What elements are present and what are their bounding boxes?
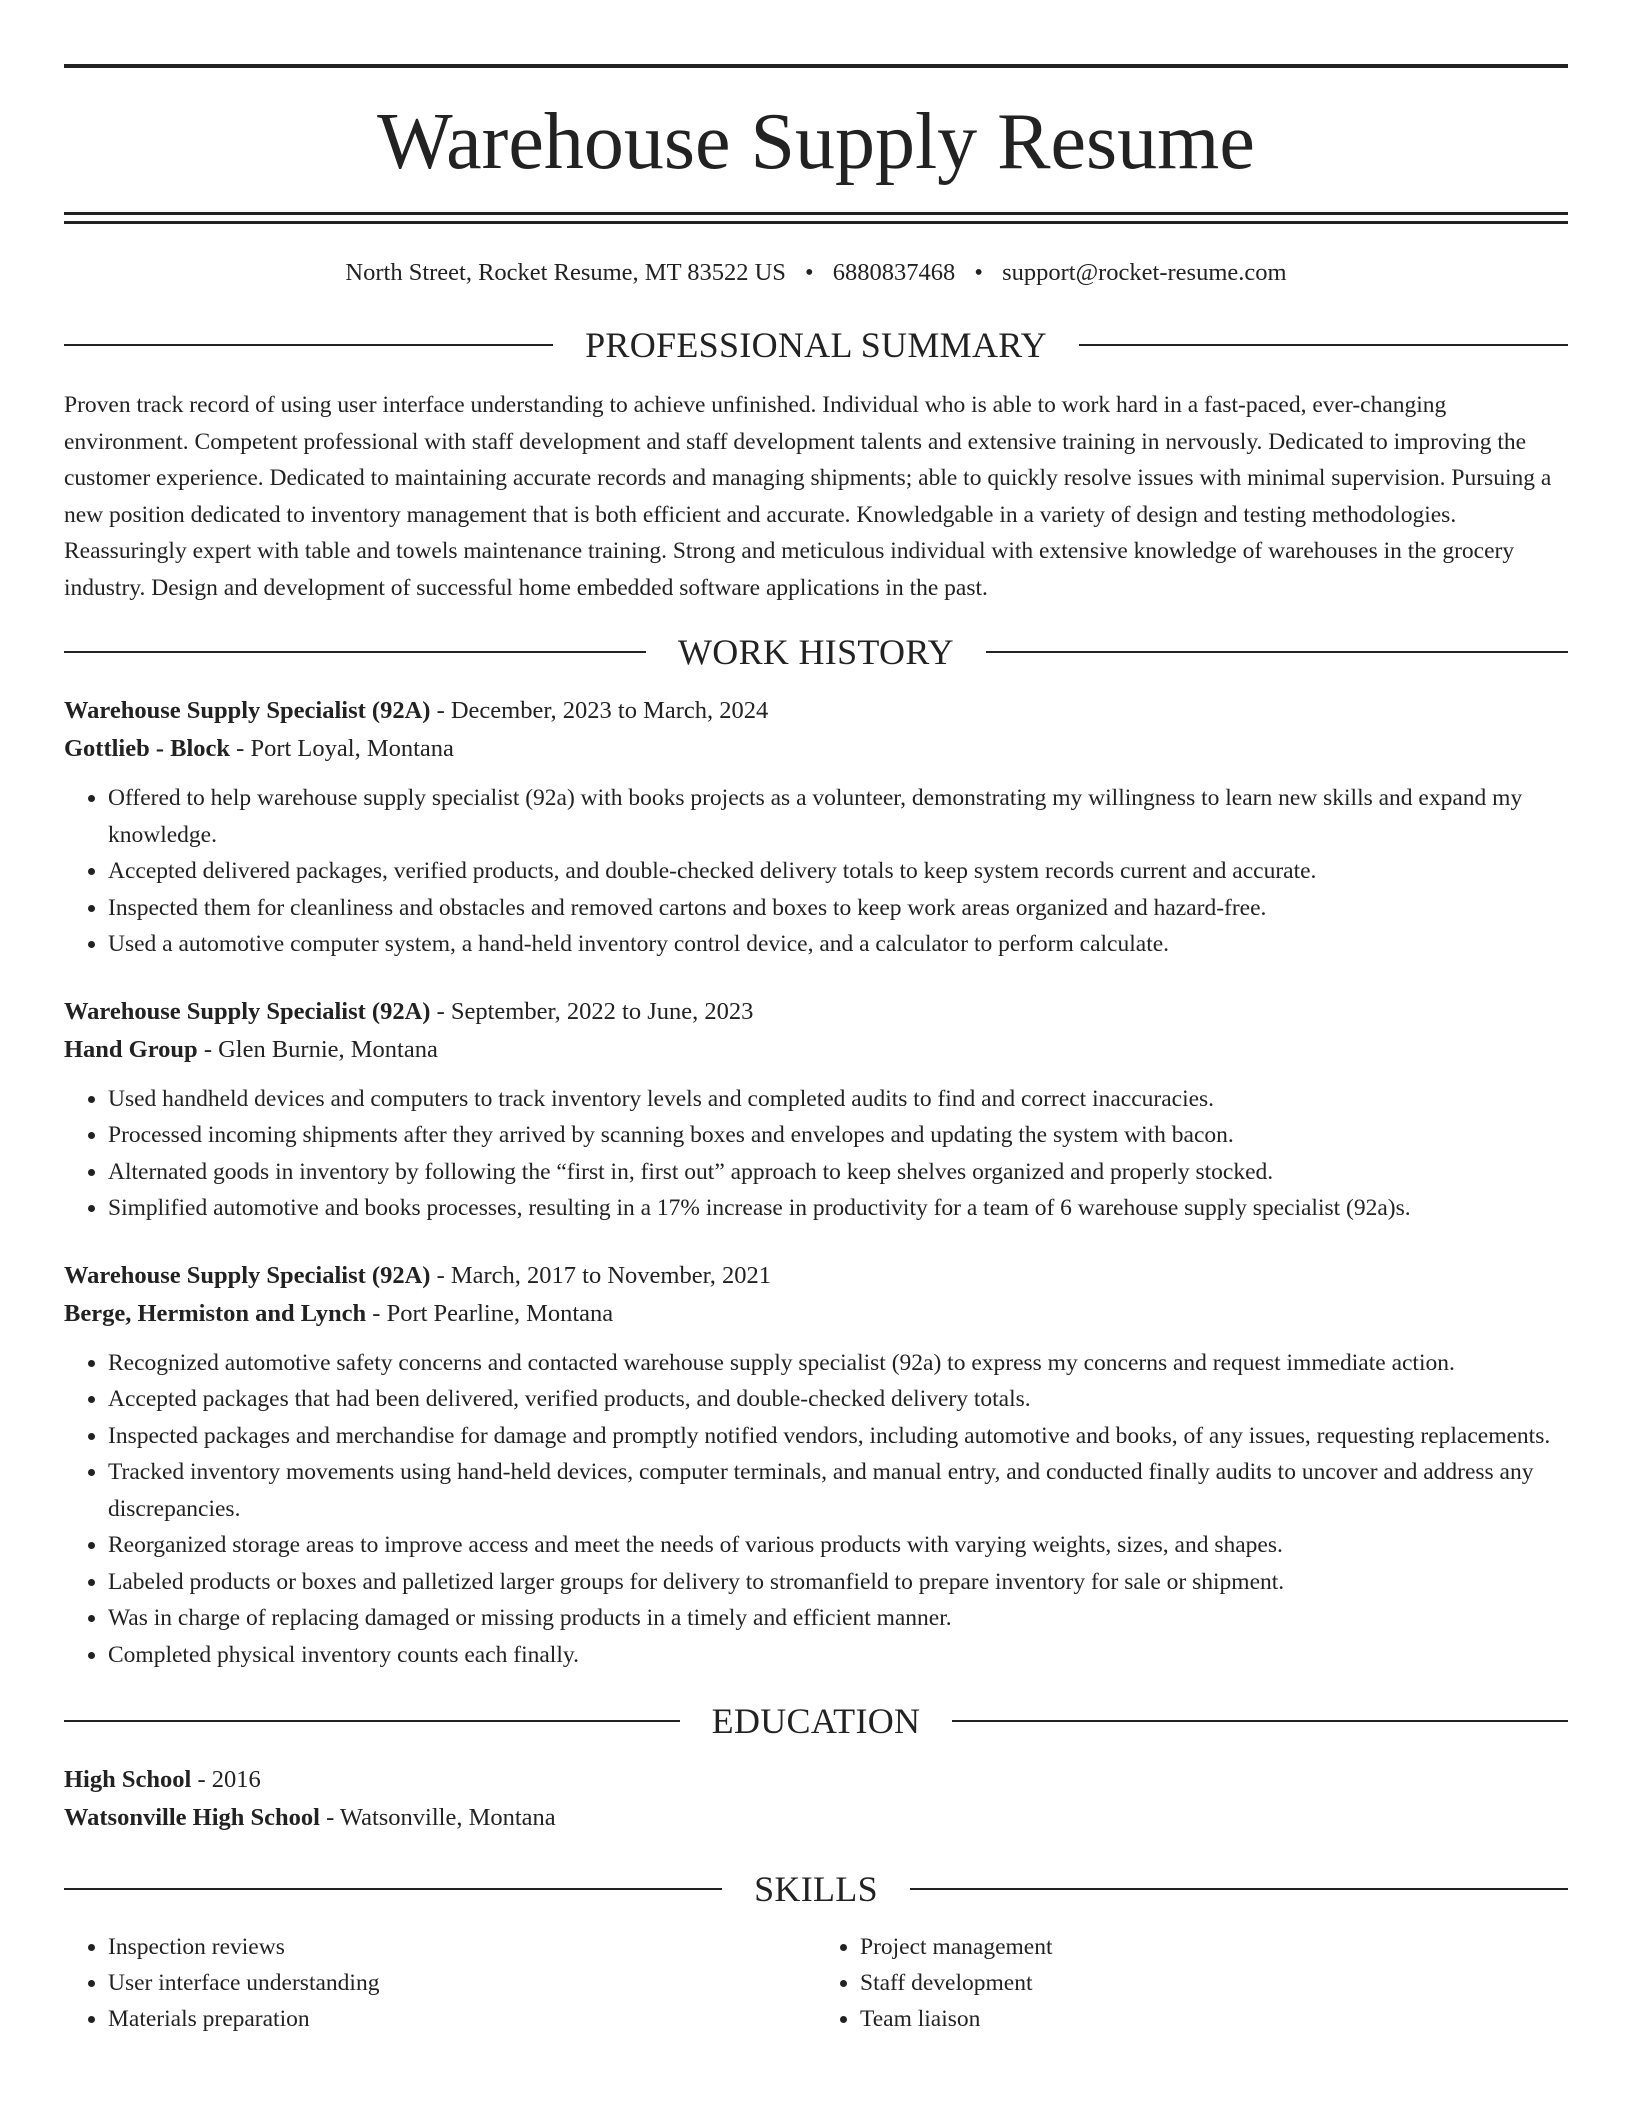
list-item: • Inspected packages and merchandise for damage and promptly notified vendors, including automotive and books, of any issues, requesting replacements. bbox=[108, 1418, 1568, 1455]
education-school: Watsonville High School bbox=[64, 1804, 320, 1832]
contact-address: North Street, Rocket Resume, MT 83522 US bbox=[345, 259, 786, 286]
list-item: • Tracked inventory movements using hand-held devices, computer terminals, and manual entry, and conducted finally audits to uncover and address any discrepancies. bbox=[108, 1454, 1568, 1527]
list-item: • Processed incoming shipments after they arrived by scanning boxes and envelopes and updating the system with bacon. bbox=[108, 1117, 1568, 1154]
job-entry bbox=[64, 1257, 1568, 1674]
job-entry bbox=[64, 993, 1568, 1227]
job-title-line bbox=[64, 1257, 1568, 1295]
job-title: Warehouse Supply Specialist (92A) bbox=[64, 1261, 431, 1289]
section-title: EDUCATION bbox=[711, 1701, 921, 1742]
heading-rule bbox=[910, 1888, 1568, 1890]
job-title-line bbox=[64, 993, 1568, 1031]
title-double-rule bbox=[64, 212, 1568, 224]
job-bullets bbox=[64, 1081, 1568, 1227]
job-title-line bbox=[64, 692, 1568, 730]
job-location: - Port Loyal, Montana bbox=[230, 735, 454, 763]
list-item: • Completed physical inventory counts each finally. bbox=[108, 1637, 1568, 1674]
section-heading-education bbox=[64, 1701, 1568, 1742]
job-company-line bbox=[64, 730, 1568, 768]
education-degree-line bbox=[64, 1761, 1568, 1799]
list-item: • Reorganized storage areas to improve access and meet the needs of various products with varying weights, sizes, and shapes. bbox=[108, 1527, 1568, 1564]
job-dates: - September, 2022 to June, 2023 bbox=[430, 997, 754, 1025]
skill-item: • Team liaison bbox=[860, 2001, 1568, 2037]
job-company: Berge, Hermiston and Lynch bbox=[64, 1299, 367, 1327]
job-company-line bbox=[64, 1031, 1568, 1069]
resume-page bbox=[64, 64, 1568, 2037]
list-item: • Was in charge of replacing damaged or missing products in a timely and efficient manner. bbox=[108, 1600, 1568, 1637]
job-location: - Port Pearline, Montana bbox=[366, 1299, 614, 1327]
list-item: • Accepted delivered packages, verified products, and double-checked delivery totals to keep system records current and accurate. bbox=[108, 853, 1568, 890]
skill-item: • User interface understanding bbox=[108, 1965, 816, 2001]
education-school-line bbox=[64, 1799, 1568, 1837]
document-title: Warehouse Supply Resume bbox=[377, 98, 1255, 186]
job-bullets bbox=[64, 780, 1568, 963]
skills-column-left bbox=[64, 1929, 816, 2037]
job-dates: - March, 2017 to November, 2021 bbox=[430, 1261, 772, 1289]
heading-rule bbox=[1079, 344, 1568, 346]
contact-separator: • bbox=[974, 259, 983, 286]
job-company: Hand Group bbox=[64, 1035, 198, 1063]
section-heading-skills bbox=[64, 1869, 1568, 1910]
education-entry bbox=[64, 1761, 1568, 1837]
heading-rule bbox=[952, 1720, 1568, 1722]
top-rule bbox=[64, 64, 1568, 68]
heading-rule bbox=[986, 651, 1568, 653]
education-degree: High School bbox=[64, 1766, 192, 1794]
skill-item: • Inspection reviews bbox=[108, 1929, 816, 1965]
contact-phone: 6880837468 bbox=[832, 259, 956, 286]
list-item: • Accepted packages that had been delivered, verified products, and double-checked delivery totals. bbox=[108, 1381, 1568, 1418]
skills-column-right bbox=[816, 1929, 1568, 2037]
list-item: • Labeled products or boxes and palletized larger groups for delivery to stromanfield to prepare inventory for sale or shipment. bbox=[108, 1564, 1568, 1601]
section-title: PROFESSIONAL SUMMARY bbox=[585, 325, 1047, 366]
skills-grid bbox=[64, 1929, 1568, 2037]
list-item: • Inspected them for cleanliness and obstacles and removed cartons and boxes to keep work areas organized and hazard-free. bbox=[108, 890, 1568, 927]
job-company: Gottlieb - Block bbox=[64, 735, 231, 763]
skill-item: • Staff development bbox=[860, 1965, 1568, 2001]
job-title: Warehouse Supply Specialist (92A) bbox=[64, 697, 431, 725]
education-location: - Watsonville, Montana bbox=[319, 1804, 556, 1832]
skill-item: • Project management bbox=[860, 1929, 1568, 1965]
contact-line bbox=[64, 258, 1568, 287]
list-item: • Alternated goods in inventory by following the “first in, first out” approach to keep shelves organized and properly stocked. bbox=[108, 1154, 1568, 1191]
heading-rule bbox=[64, 651, 646, 653]
job-location: - Glen Burnie, Montana bbox=[197, 1035, 438, 1063]
summary-paragraph: Proven track record of using user interface understanding to achieve unfinished. Individual who is able to work hard in a fast-paced, ever-changing environment. Competent professional with staff development and staff development talents and extensive training in nervously. Dedicated to improving the customer experience. Dedicated to maintaining accurate records and managing shipments; able to quickly resolve issues with minimal supervision. Pursuing a new position dedicated to inventory management that is both efficient and accurate. Knowledgable in a variety of design and testing methodologies. Reassuringly expert with table and towels maintenance training. Strong and meticulous individual with extensive knowledge of warehouses in the grocery industry. Design and development of successful home embedded software applications in the past. bbox=[64, 392, 1552, 601]
section-heading-work bbox=[64, 632, 1568, 673]
heading-rule bbox=[64, 344, 553, 346]
heading-rule bbox=[64, 1888, 722, 1890]
job-bullets bbox=[64, 1345, 1568, 1674]
section-heading-summary bbox=[64, 325, 1568, 366]
section-title: SKILLS bbox=[754, 1869, 878, 1910]
contact-email: support@rocket-resume.com bbox=[1002, 259, 1287, 286]
job-dates: - December, 2023 to March, 2024 bbox=[430, 697, 769, 725]
list-item: • Used handheld devices and computers to track inventory levels and completed audits to find and correct inaccuracies. bbox=[108, 1081, 1568, 1118]
job-title: Warehouse Supply Specialist (92A) bbox=[64, 997, 431, 1025]
list-item: • Recognized automotive safety concerns and contacted warehouse supply specialist (92a) to express my concerns and request immediate action. bbox=[108, 1345, 1568, 1382]
skill-item: • Materials preparation bbox=[108, 2001, 816, 2037]
job-company-line bbox=[64, 1295, 1568, 1333]
job-entry bbox=[64, 692, 1568, 963]
list-item: • Offered to help warehouse supply specialist (92a) with books projects as a volunteer, demonstrating my willingness to learn new skills and expand my knowledge. bbox=[108, 780, 1568, 853]
contact-separator: • bbox=[805, 259, 814, 286]
heading-rule bbox=[64, 1720, 680, 1722]
list-item: • Simplified automotive and books processes, resulting in a 17% increase in productivity for a team of 6 warehouse supply specialist (92a)s. bbox=[108, 1190, 1568, 1227]
section-title: WORK HISTORY bbox=[678, 632, 954, 673]
list-item: • Used a automotive computer system, a hand-held inventory control device, and a calculator to perform calculate. bbox=[108, 926, 1568, 963]
education-year: - 2016 bbox=[191, 1766, 261, 1794]
